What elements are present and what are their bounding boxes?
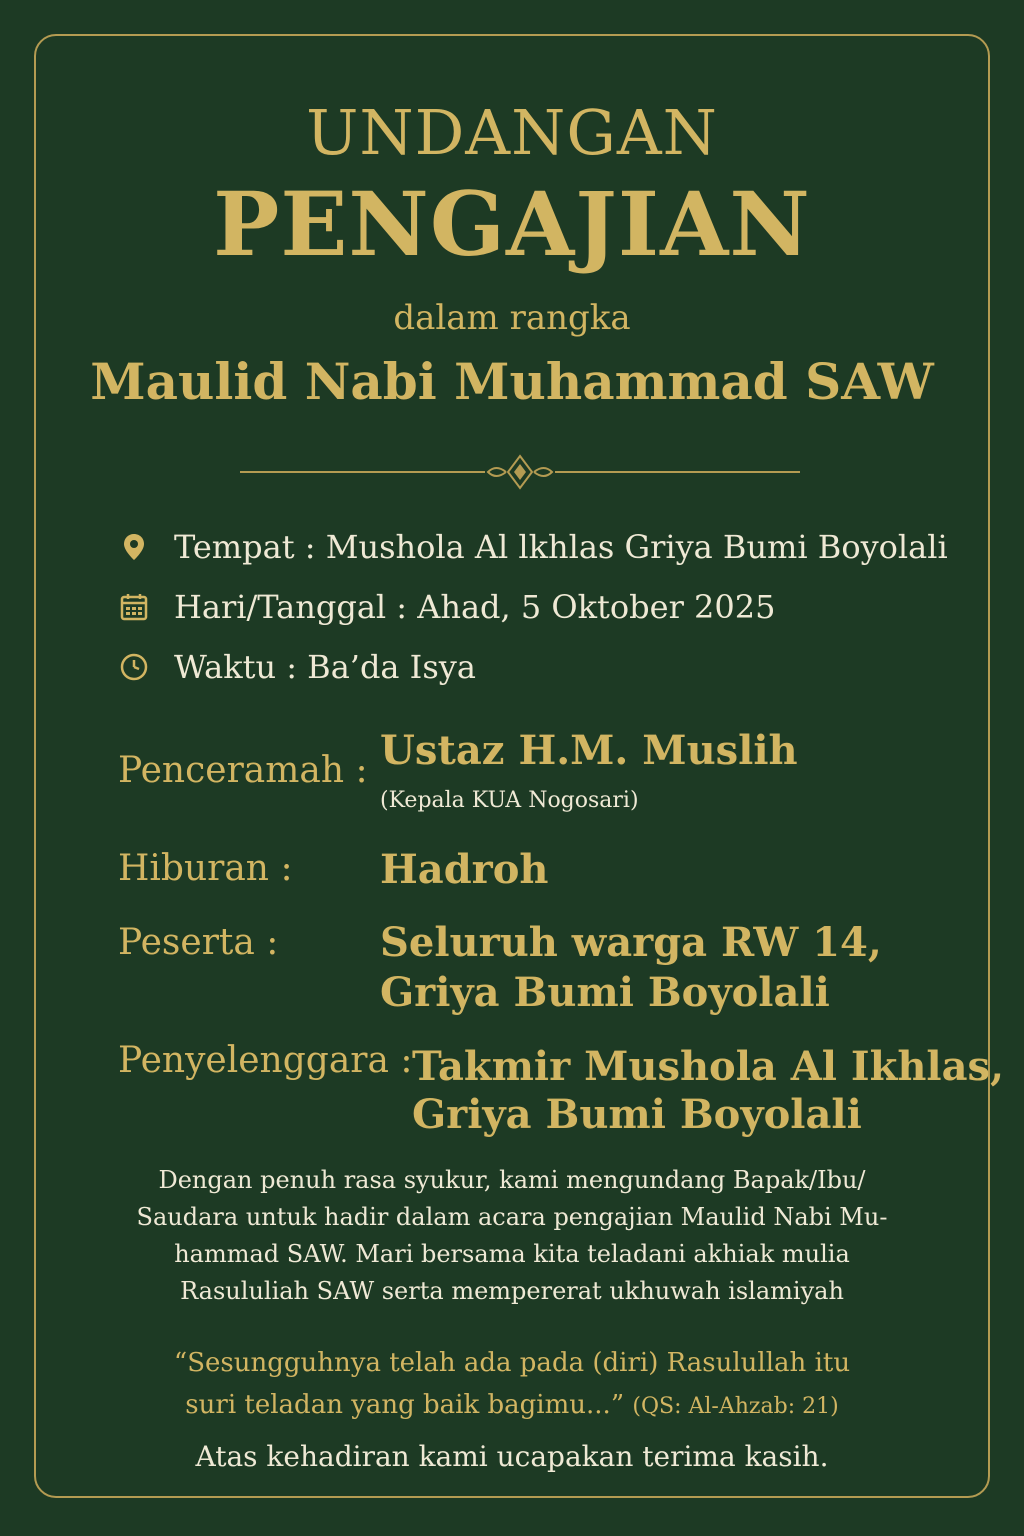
paragraph-line: Saudara untuk hadir dalam acara pengajian Maulid Nabi Mu- <box>136 1203 888 1231</box>
peserta-value-line1: Seluruh warga RW 14, <box>380 919 882 966</box>
info-waktu <box>118 648 476 686</box>
penceramah-value: Ustaz H.M. Muslih <box>380 727 798 774</box>
quran-quote <box>0 1342 1024 1428</box>
paragraph-line: Dengan penuh rasa syukur, kami mengundang Bapak/Ibu/ <box>158 1166 866 1194</box>
closing-text: Atas kehadiran kami ucapakan terima kasih. <box>195 1440 829 1473</box>
event-name: Maulid Nabi Muhammad SAW <box>90 352 934 411</box>
penyelenggara-value-line2: Griya Bumi Boyolali <box>412 1091 862 1138</box>
info-tanggal-text: Hari/Tanggal : Ahad, 5 Oktober 2025 <box>174 588 776 626</box>
ornament-divider <box>240 448 800 498</box>
info-tanggal <box>118 588 775 626</box>
hiburan-label: Hiburan : <box>118 848 293 889</box>
subtitle-dalam-rangka: dalam rangka <box>393 298 631 338</box>
quote-line: “Sesungguhnya telah ada pada (diri) Rasulullah itu <box>173 1348 851 1378</box>
location-pin-icon <box>118 531 150 563</box>
info-waktu-text: Waktu : Ba’da Isya <box>174 648 476 686</box>
paragraph-line: Rasululiah SAW serta mempererat ukhuwah islamiyah <box>180 1277 844 1305</box>
quote-line: suri teladan yang baik bagimu...” <box>185 1390 625 1420</box>
peserta-label: Peserta : <box>118 922 279 963</box>
peserta-value-line2: Griya Bumi Boyolali <box>380 969 830 1016</box>
info-tempat-text: Tempat : Mushola Al lkhlas Griya Bumi Boyolali <box>174 528 948 566</box>
hiburan-value: Hadroh <box>380 846 549 893</box>
quote-reference: (QS: Al-Ahzab: 21) <box>632 1394 839 1419</box>
penceramah-sub: (Kepala KUA Nogosari) <box>380 788 639 813</box>
info-tempat <box>118 528 948 566</box>
penyelenggara-label: Penyelenggara : <box>118 1040 413 1081</box>
penceramah-label: Penceramah : <box>118 750 368 791</box>
title-undangan: UNDANGAN <box>306 96 718 169</box>
calendar-icon <box>118 591 150 623</box>
title-pengajian: PENGAJIAN <box>213 172 811 276</box>
paragraph-line: hammad SAW. Mari bersama kita teladani akhiak mulia <box>174 1240 850 1268</box>
clock-icon <box>118 651 150 683</box>
invitation-paragraph <box>0 1162 1024 1310</box>
penyelenggara-value-line1: Takmir Mushola Al Ikhlas, <box>412 1043 1004 1090</box>
quote-line-2 <box>0 1384 1024 1428</box>
